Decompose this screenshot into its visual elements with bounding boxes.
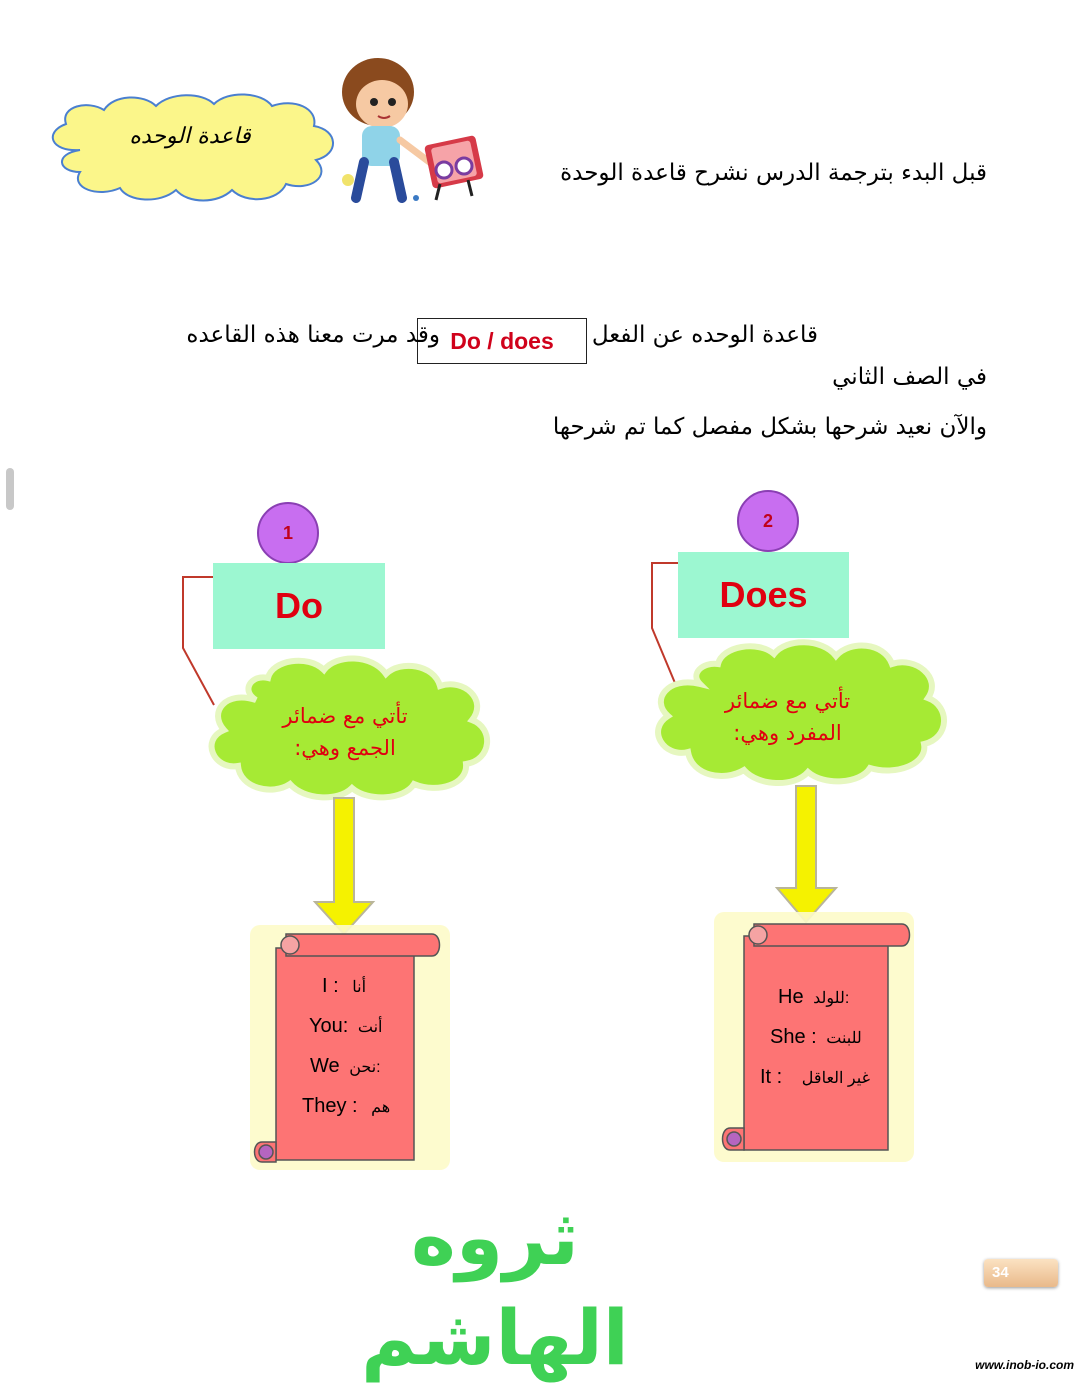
page-number-badge xyxy=(984,1259,1058,1287)
pronoun-ar: أنا xyxy=(352,979,367,996)
pronoun-row xyxy=(302,1095,390,1118)
page-number: 34 xyxy=(992,1264,1009,1281)
pronoun-row xyxy=(760,1066,870,1089)
rule-text-start: قاعدة الوحده عن الفعل xyxy=(591,322,818,348)
pronoun-ar: نحن: xyxy=(349,1059,381,1076)
pronoun-row xyxy=(770,1026,862,1049)
singular-cloud-line1: تأتي مع ضمائر xyxy=(724,689,851,713)
rule-text-explain: والآن نعيد شرحها بشكل مفصل كما تم شرحها xyxy=(552,414,987,440)
rule-text-end: وقد مرت معنا هذه القاعده xyxy=(186,322,440,348)
plural-cloud-text xyxy=(250,700,440,764)
pronoun-ar: للبنت xyxy=(826,1030,862,1047)
connector-bracket-2 xyxy=(652,563,680,695)
website-link[interactable]: www.inob-io.com xyxy=(975,1358,1074,1372)
pronoun-row xyxy=(322,975,366,998)
pronoun-row xyxy=(309,1015,382,1038)
pronoun-row xyxy=(310,1055,381,1078)
verb-box: Do / does xyxy=(417,318,587,364)
verb-card-do: Do xyxy=(213,563,385,649)
rule-text-grade: في الصف الثاني xyxy=(832,364,987,390)
number-circle-2: 2 xyxy=(737,490,799,552)
pronoun-ar: غير العاقل xyxy=(801,1070,870,1087)
pronoun-en: He xyxy=(778,986,804,1008)
pronoun-row xyxy=(778,986,849,1009)
pronoun-scroll-1 xyxy=(250,925,450,1170)
plural-cloud-line1: تأتي مع ضمائر xyxy=(282,704,408,728)
pronoun-en: You: xyxy=(309,1015,349,1037)
pronoun-en: I : xyxy=(322,975,339,997)
pronoun-en: It : xyxy=(760,1066,783,1088)
pronoun-en: They : xyxy=(302,1095,358,1117)
plural-cloud-line2: الجمع وهي: xyxy=(294,736,396,760)
number-circle-1: 1 xyxy=(257,502,319,564)
singular-cloud-line2: المفرد وهي: xyxy=(733,721,842,745)
connector-bracket-1 xyxy=(183,577,214,705)
author-signature: ثروه الهاشم xyxy=(361,1193,629,1382)
singular-cloud-text xyxy=(690,685,885,749)
arrow-down-1 xyxy=(315,798,373,934)
intro-sentence: قبل البدء بترجمة الدرس نشرح قاعدة الوحدة xyxy=(560,160,987,186)
arrow-down-2 xyxy=(777,786,836,922)
pronoun-ar: للولد: xyxy=(813,990,850,1007)
pronoun-en: We xyxy=(310,1055,340,1077)
title-cloud-text: قاعدة الوحده xyxy=(129,124,251,149)
pronoun-ar: هم xyxy=(371,1099,391,1116)
pronoun-ar: أنت xyxy=(357,1019,383,1036)
verb-card-does: Does xyxy=(678,552,849,638)
pronoun-en: She : xyxy=(770,1026,817,1048)
